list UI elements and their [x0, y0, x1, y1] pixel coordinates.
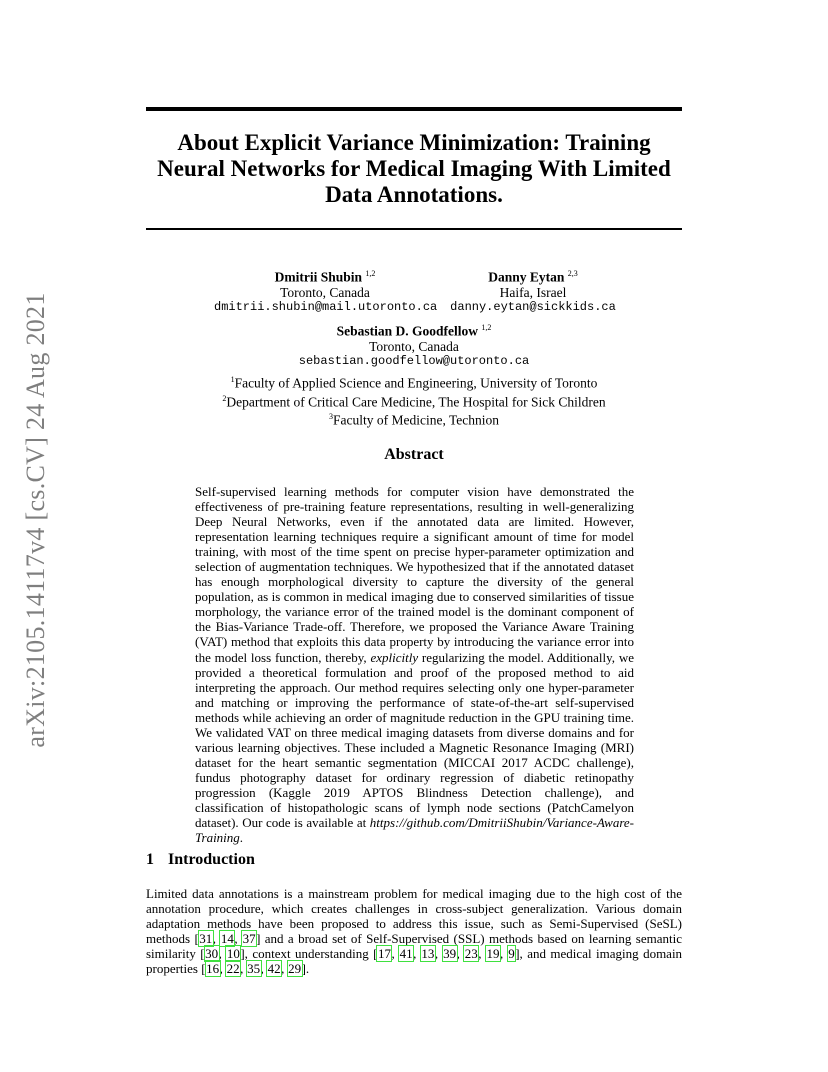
- abstract-text: regularizing the model. Additionally, we provided a theoretical formulation and proof of the proposed method to aid interpreting the approach. Our method requires selecting only one hyper-parameter and matching or improving the performance of state-of-the-art self-supervised methods while achieving an order of magnitude reduction in the GPU training time. We validated VAT on three medical imaging datasets from diverse domains and for various learning objectives. These included a Magnetic Resonance Imaging (MRI) dataset for the heart semantic segmentation (MICCAI 2017 ACDC challenge), fundus photography dataset for ordinary regression of diabetic retinopathy progression (Kaggle 2019 APTOS Blindness Detection challenge), and classification of histopathologic scans of lymph node sections (PatchCamelyon dataset). Our code is available at: [195, 649, 634, 831]
- title-line: Neural Networks for Medical Imaging With Limited: [157, 156, 671, 181]
- citation-link[interactable]: 13: [421, 946, 435, 962]
- author-email[interactable]: sebastian.goodfellow@utoronto.ca: [298, 353, 530, 368]
- code-url[interactable]: https://github.com/DmitriiShubin/Variance-Aware-Training: [195, 815, 634, 846]
- citation-link[interactable]: 31: [199, 931, 213, 947]
- author-location: Toronto, Canada: [280, 284, 370, 300]
- arxiv-identifier: arXiv:2105.14117v4 [cs.CV] 24 Aug 2021: [21, 292, 50, 748]
- author-location: Toronto, Canada: [369, 338, 459, 354]
- title-line: Data Annotations.: [325, 182, 503, 207]
- citation-link[interactable]: 37: [242, 931, 256, 947]
- section-heading: [146, 851, 255, 869]
- author-email[interactable]: dmitrii.shubin@mail.utoronto.ca: [214, 299, 438, 314]
- citation-link[interactable]: 10: [226, 946, 240, 962]
- title-top-rule: [146, 107, 682, 111]
- author-affil-sup: 1,2: [365, 269, 376, 278]
- title-line: About Explicit Variance Minimization: Training: [177, 130, 651, 155]
- abstract-text: Self-supervised learning methods for computer vision have demonstrated the effectiveness of pre-training feature representations, resulting in well-generalizing Deep Neural Networks, even if the annotated data are limited. However, representation learning techniques require a significant amount of time for model training, with most of the time spent on precise hyper-parameter optimization and selection of augmentation techniques. We hypothesized that if the annotated dataset has enough morphological diversity to capture the diversity of the general population, as is common in medical imaging due to conserved similarities of tissue morphology, the variance error of the trained model is the dominant component of the Bias-Variance Trade-off. Therefore, we proposed the Variance Aware Training (VAT) method that exploits this data property by introducing the variance error into the model loss function, thereby,: [195, 484, 634, 665]
- citation-link[interactable]: 22: [226, 961, 240, 977]
- author-name: Sebastian D. Goodfellow: [336, 323, 478, 339]
- affiliation: $^2$Department of Critical Care Medicine, The Hospital for Sick Children: [222, 393, 606, 409]
- citation-link[interactable]: 16: [206, 961, 220, 977]
- affiliation: $^1$Faculty of Applied Science and Engineering, University of Toronto: [230, 375, 598, 391]
- author-location: Haifa, Israel: [499, 284, 567, 300]
- author-block: [214, 266, 436, 315]
- affiliation: $^3$Faculty of Medicine, Technion: [328, 412, 499, 428]
- citation-link[interactable]: 17: [377, 946, 391, 962]
- citation-link[interactable]: 42: [267, 961, 281, 977]
- title-bottom-rule: [146, 228, 682, 230]
- abstract-emphasis: explicitly: [370, 649, 419, 665]
- section-number: 1: [146, 851, 154, 868]
- abstract-body: Self-supervised learning methods for computer vision have demonstrated the effectiveness of pre-training feature representations, resulting in well-generalizing Deep Neural Networks, even if the annotated data are limited. However, representation learning techniques require a significant amount of time for model training, with most of the time spent on precise hyper-parameter optimization and selection of augmentation techniques. We hypothesized that if the annotated dataset has enough morphological diversity to capture the diversity of the general population, as is common in medical imaging due to conserved similarities of tissue morphology, the variance error of the trained model is the dominant component of the Bias-Variance Trade-off. Therefore, we proposed the Variance Aware Training (VAT) method that exploits this data property by introducing the variance error into the model loss function, thereby, explicitly regularizing the model. Additionally, we provided a theoretical formulation and proof of the proposed method to aid interpreting the approach. Our method requires selecting only one hyper-parameter and matching or improving the performance of state-of-the-art self-supervised methods while achieving an order of magnitude reduction in the GPU training time. We validated VAT on three medical imaging datasets from diverse domains and for various learning objectives. These included a Magnetic Resonance Imaging (MRI) dataset for the heart semantic segmentation (MICCAI 2017 ACDC challenge), fundus photography dataset for ordinary regression of diabetic retinopathy progression (Kaggle 2019 APTOS Blindness Detection challenge), and classification of histopathologic scans of lymph node sections (PatchCamelyon dataset). Our code is available at https://github.com/DmitriiShubin/Variance-Aware-Training.: [195, 484, 634, 846]
- author-affil-sup: 1,2: [481, 323, 492, 332]
- citation-link[interactable]: 14: [220, 931, 234, 947]
- citation-link[interactable]: 9: [508, 946, 515, 962]
- citation-link[interactable]: 30: [205, 946, 219, 962]
- abstract-heading: Abstract: [384, 446, 444, 463]
- citation-link[interactable]: 39: [443, 946, 457, 962]
- citation-link[interactable]: 35: [247, 961, 261, 977]
- paper-title: [146, 130, 682, 208]
- author-block: [448, 266, 618, 315]
- author-name: Danny Eytan: [488, 269, 565, 285]
- intro-paragraph: Limited data annotations is a mainstream problem for medical imaging due to the high cost of the annotation procedure, which creates challenges in cross-subject generalization. Various domain adaptation methods have been proposed to address this issue, such as Semi-Supervised (SeSL) methods [31, 14, 37] and a broad set of Self-Supervised (SSL) methods based on learning semantic similarity [30, 10], context understanding [17, 41, 13, 39, 23, 19, 9], and medical imaging domain properties [16, 22, 35, 42, 29].: [146, 886, 683, 977]
- citation-link[interactable]: 23: [464, 946, 478, 962]
- section-title: Introduction: [168, 851, 255, 868]
- citation-link[interactable]: 41: [399, 946, 413, 962]
- author-affil-sup: 2,3: [567, 269, 578, 278]
- author-block: [146, 320, 682, 369]
- citation-link[interactable]: 19: [486, 946, 500, 962]
- citation-link[interactable]: 29: [288, 961, 302, 977]
- affiliations: [146, 372, 682, 428]
- author-email[interactable]: danny.eytan@sickkids.ca: [450, 299, 616, 314]
- author-name: Dmitrii Shubin: [274, 269, 363, 285]
